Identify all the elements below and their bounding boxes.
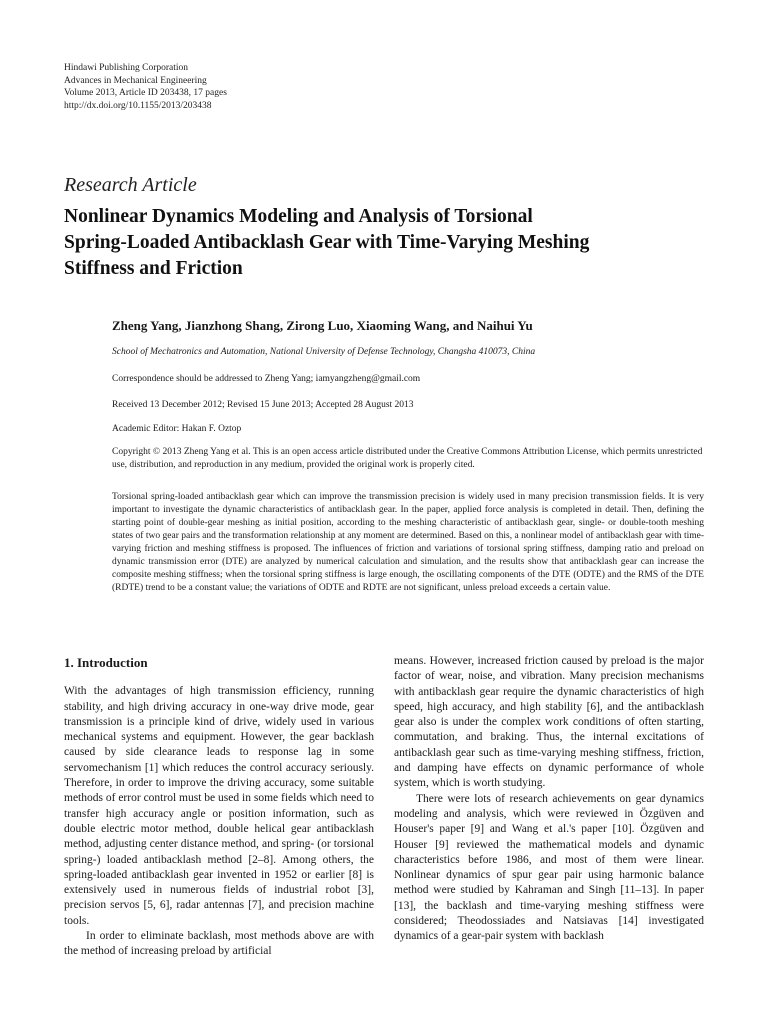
abstract: Torsional spring-loaded antibacklash gear which can improve the transmission precision is widely used in many precision transmission fields. It is very important to investigate the dynamic characteristics of antibacklash gear. In the paper, applied force analysis is completed in detail. Then, defining the starting point of double-gear meshing as initial position, according to the meshing characteristic of antibacklash gear, single- or double-tooth meshing states of two gear pairs and the transformation relationship at any moment are determined. Based on this, a nonlinear model of antibacklash gear with time-varying friction and meshing stiffness is proposed. The influences of friction and variations of torsional spring stiffness, damping ratio and preload on dynamic transmission error (DTE) are analyzed by numerical calculation and simulation, and the results show that antibacklash gear can increase the composite meshing stiffness; when the torsional spring stiffness is large enough, the oscillating components of the DTE (ODTE) and the RMS of the DTE (RDTE) trend to be a constant value; the variations of ODTE and RDTE are not significant, unless preload exceeds a certain value. bbox=[112, 492, 704, 593]
journal-name: Advances in Mechanical Engineering bbox=[64, 75, 207, 86]
publisher-name: Hindawi Publishing Corporation bbox=[64, 63, 189, 73]
paragraph: In order to eliminate backlash, most methods above are with the method of increasing preload by artificial bbox=[64, 930, 374, 958]
paragraph: With the advantages of high transmission efficiency, running stability, and high driving accuracy in one-way drive mode, gear transmission is a principle kind of drive, widely used in various mechanical systems and equipment. However, the gear backlash caused by side clearance leads to response lag in some servomechanism [1] which reduces the control accuracy seriously. Therefore, in order to improve the driving accuracy, some suitable methods of error control must be used in some fields which need to transfer high accuracy angle or position information, such as double electric motor method, double helical gear antibacklash method, adjusting center distance method, and spring- (or torsional spring-) loaded antibacklash method [2–8]. Among others, the spring-loaded antibacklash gear invented in 1952 or earlier [8] is extensively used in numerous fields of industrial robot [3], precision servos [5, 6], radar antennas [7], and precision machine tools. bbox=[64, 685, 374, 927]
doi-link[interactable]: http://dx.doi.org/10.1155/2013/203438 bbox=[64, 100, 212, 111]
title-line: Nonlinear Dynamics Modeling and Analysis of Torsional bbox=[64, 206, 533, 227]
right-column bbox=[394, 654, 704, 945]
copyright-notice: Copyright © 2013 Zheng Yang et al. This is an open access article distributed under the Creative Commons Attribution License, which permits unrestricted use, distribution, and reproduction in any medium, provided the original work is properly cited. bbox=[112, 447, 703, 470]
title-line: Stiffness and Friction bbox=[64, 258, 243, 279]
article-type: Research Article bbox=[64, 174, 197, 196]
left-column bbox=[64, 652, 374, 960]
received-dates: Received 13 December 2012; Revised 15 June 2013; Accepted 28 August 2013 bbox=[112, 400, 414, 410]
correspondence: Correspondence should be addressed to Zheng Yang; iamyangzheng@gmail.com bbox=[112, 374, 421, 384]
paragraph: There were lots of research achievements on gear dynamics modeling and analysis, which were reviewed in Özgüven and Houser's paper [9] and Wang et al.'s paper [10]. Özgüven and Houser [9] reviewed the mathematical models and dynamic characteristics before 1986, and most of them were linear. Nonlinear dynamics of spur gear pair using harmonic balance method were studied by Kahraman and Singh [11–13]. In paper [13], the backlash and time-varying meshing stiffness were considered; Theodossiades and Natsiavas [14] investigated dynamics of a gear-pair system with backlash bbox=[394, 792, 704, 943]
journal-header bbox=[64, 62, 227, 112]
paragraph: means. However, increased friction caused by preload is the major factor of wear, noise, and vibration. Many precision mechanisms with antibacklash gear require the dynamic characteristics of high speed, high accuracy, and high stability [6], and the antibacklash gear also is under the complex work conditions of often starting, commutation, and braking. Thus, the internal excitations of antibacklash gear such as time-varying meshing stiffness, friction, and damping have effects on dynamic performance of whole system, which is worth studying. bbox=[394, 655, 704, 790]
volume-info: Volume 2013, Article ID 203438, 17 pages bbox=[64, 88, 227, 98]
section-heading: 1. Introduction bbox=[64, 655, 148, 670]
academic-editor: Academic Editor: Hakan F. Oztop bbox=[112, 424, 242, 434]
title-line: Spring-Loaded Antibacklash Gear with Time-Varying Meshing bbox=[64, 232, 590, 253]
paper-title bbox=[64, 204, 714, 282]
affiliation: School of Mechatronics and Automation, National University of Defense Technology, Changsha 410073, China bbox=[112, 347, 536, 357]
author-list: Zheng Yang, Jianzhong Shang, Zirong Luo, Xiaoming Wang, and Naihui Yu bbox=[112, 318, 533, 333]
